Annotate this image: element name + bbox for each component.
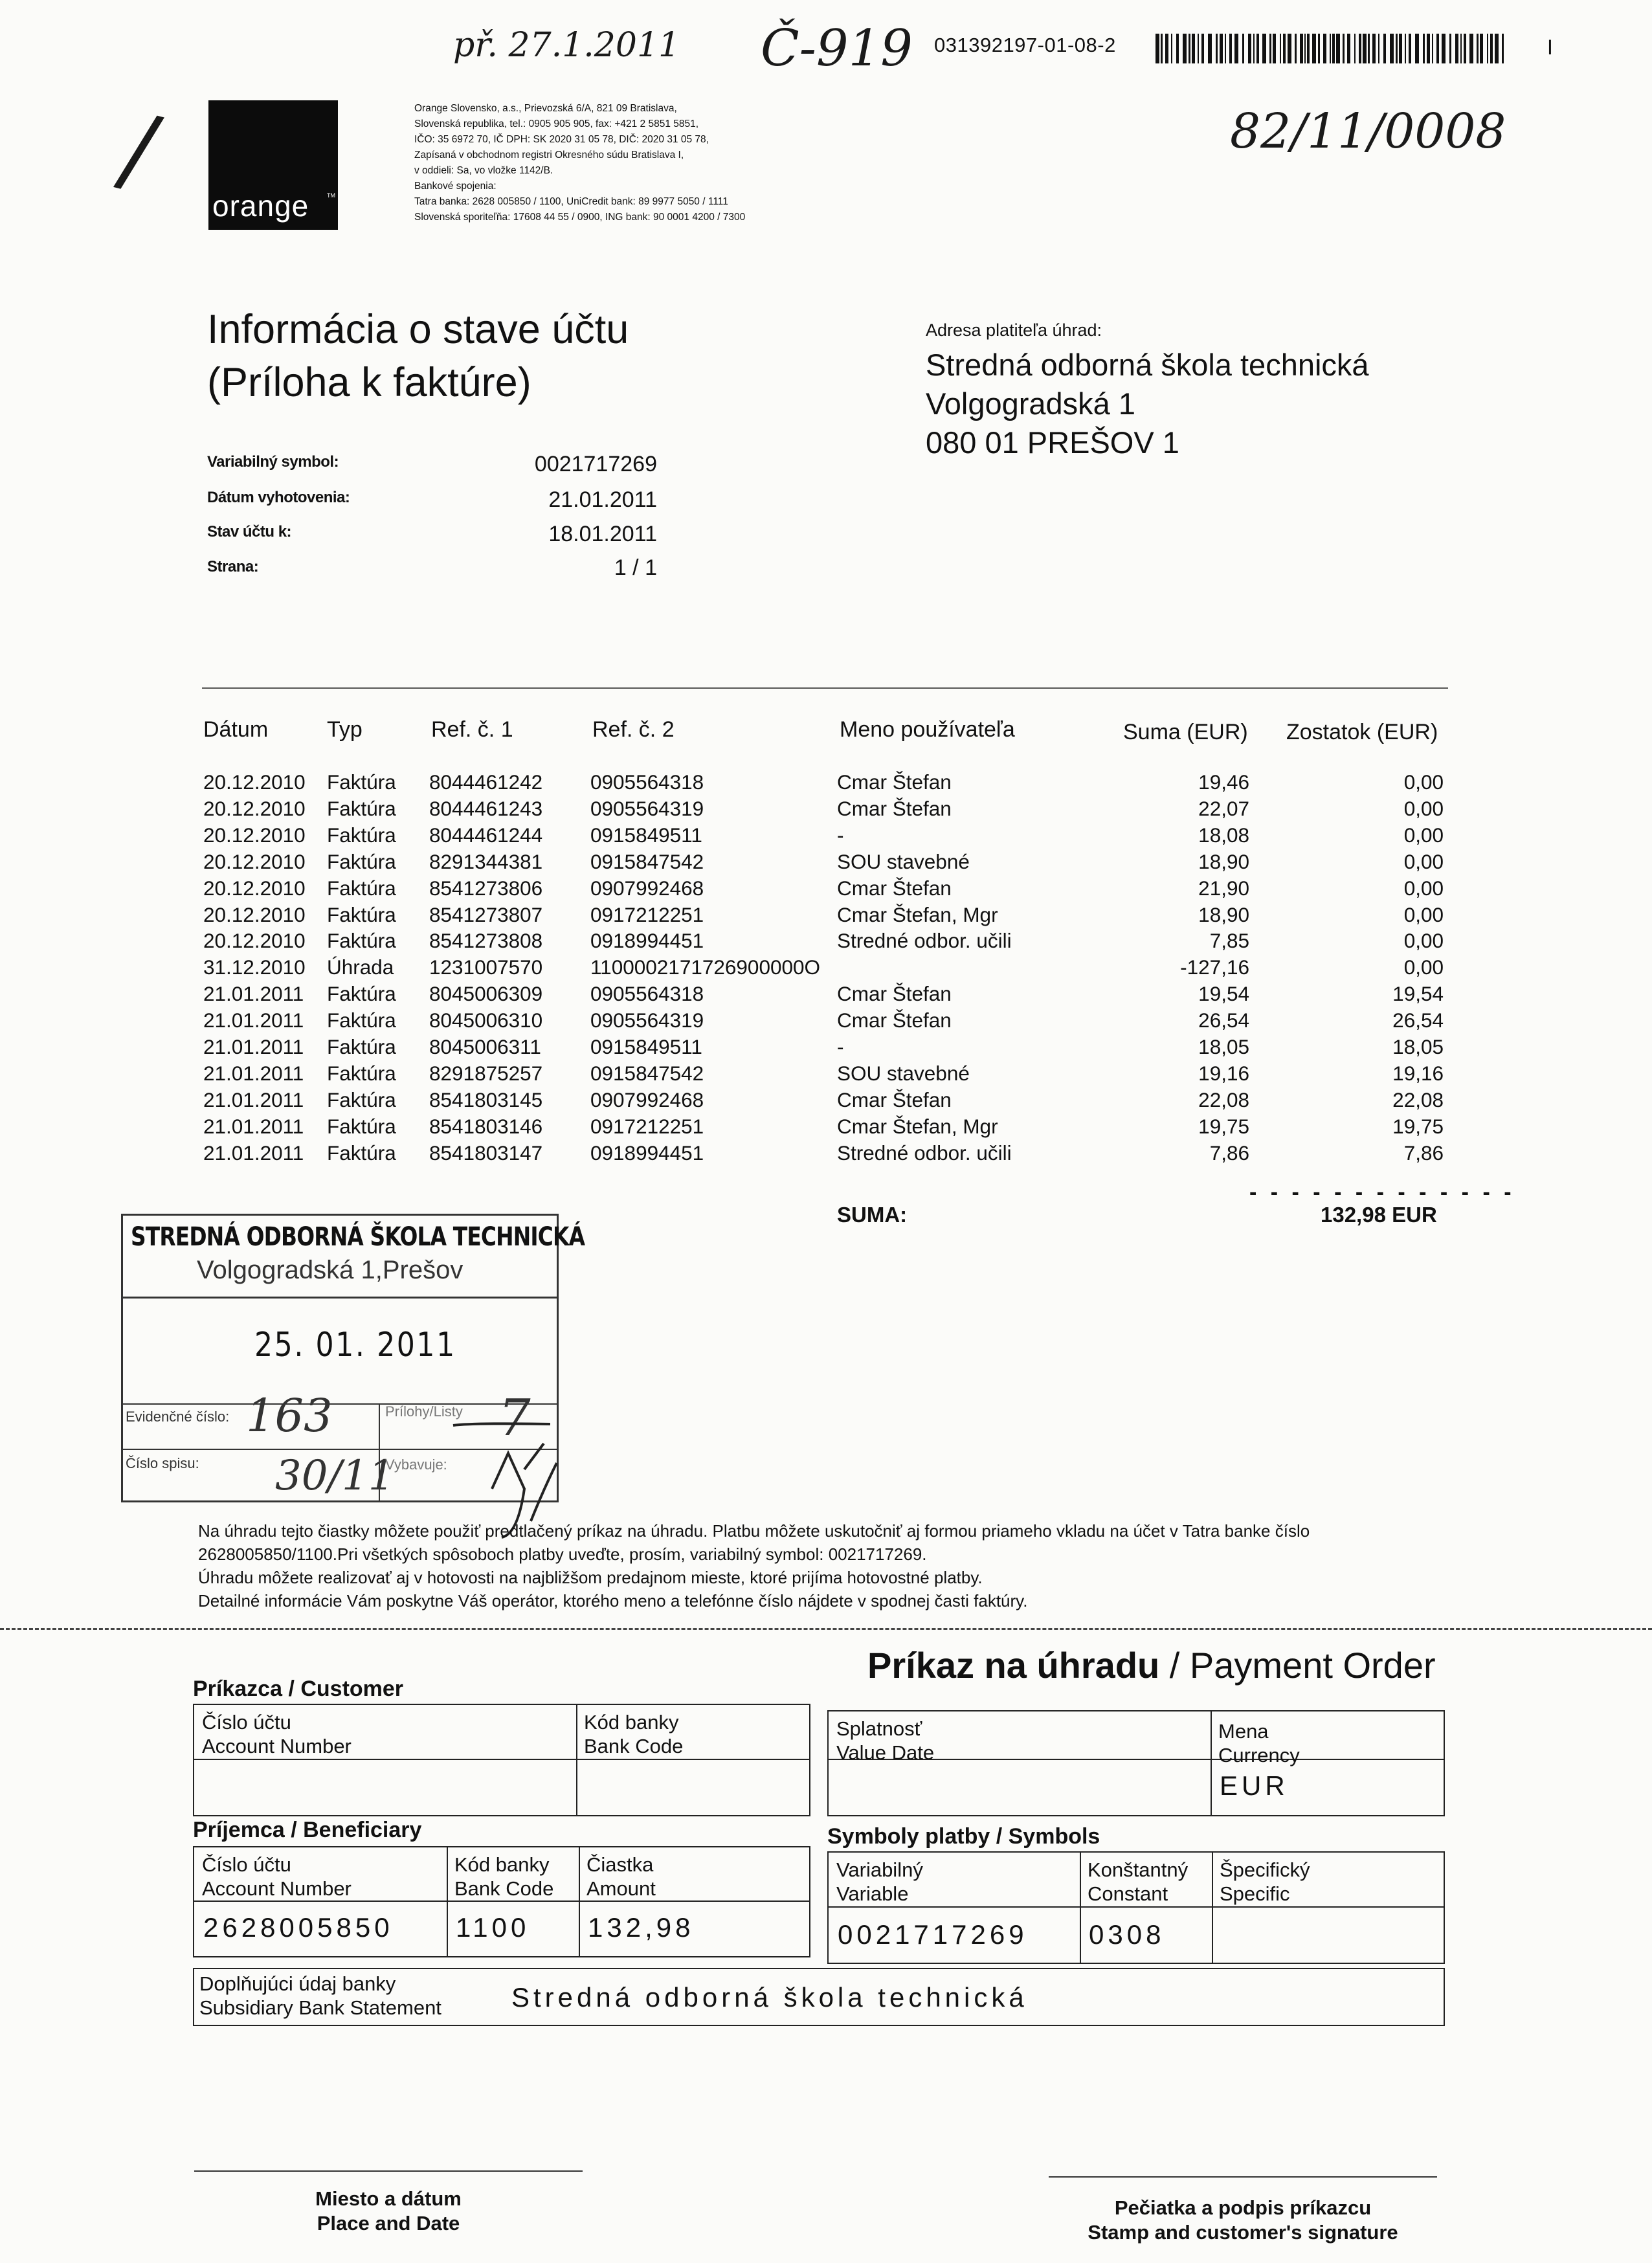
- cell-type: Faktúra: [327, 1087, 396, 1111]
- cell-user: -: [837, 823, 844, 847]
- total-value: 132,98 EUR: [1321, 1203, 1437, 1227]
- stamp-address: Volgogradská 1,Prešov: [197, 1256, 463, 1284]
- table-row: [0, 823, 1652, 850]
- cell-amount: 18,90: [1198, 849, 1249, 873]
- cell-user: SOU stavebné: [837, 849, 970, 873]
- cell-user: SOU stavebné: [837, 1061, 970, 1085]
- cell-ref1: 8045006310: [429, 1009, 543, 1032]
- customer-box: Číslo účtu Account Number Kód banky Bank Code: [193, 1704, 810, 1816]
- cell-type: Úhrada: [327, 955, 394, 979]
- cell-amount: 18,05: [1198, 1035, 1249, 1058]
- table-row: [0, 770, 1652, 797]
- cell-balance: 19,54: [1392, 982, 1444, 1006]
- cell-user: Cmar Štefan: [837, 982, 952, 1006]
- cell-ref1: 8291344381: [429, 849, 543, 873]
- cell-date: 20.12.2010: [203, 929, 306, 953]
- payment-amount: 132,98: [588, 1912, 695, 1943]
- table-row: [0, 876, 1652, 903]
- payment-order-title: Príkaz na úhradu / Payment Order: [867, 1645, 1436, 1686]
- cell-balance: 0,00: [1403, 876, 1444, 900]
- cell-date: 20.12.2010: [203, 796, 306, 820]
- divider: [202, 687, 1448, 689]
- stamp-evid-value: 163: [246, 1389, 333, 1442]
- cell-ref1: 8541803147: [429, 1141, 543, 1165]
- cell-amount: 7,86: [1209, 1141, 1249, 1165]
- company-line: IČO: 35 6972 70, IČ DPH: SK 2020 31 05 78, DIČ: 2020 31 05 78,: [414, 134, 709, 145]
- beneficiary-account: 2628005850: [203, 1912, 394, 1943]
- variable-symbol-value: 0021717269: [534, 452, 657, 476]
- col-header-date: Dátum: [203, 717, 269, 742]
- col-header-type: Typ: [327, 717, 363, 742]
- value-date-box: Splatnosť Value Date Mena Currency EUR: [827, 1710, 1445, 1816]
- cell-type: Faktúra: [327, 770, 396, 794]
- handwritten-note-top: př. 27.1.2011: [453, 26, 680, 65]
- col-header-ref2: Ref. č. 2: [592, 717, 675, 742]
- cell-type: Faktúra: [327, 876, 396, 900]
- stamp-prilohy-label: Prílohy/Listy: [385, 1403, 463, 1420]
- cell-type: Faktúra: [327, 849, 396, 873]
- cell-type: Faktúra: [327, 796, 396, 820]
- cell-ref2: 0905564319: [590, 1009, 704, 1032]
- table-row: [0, 903, 1652, 930]
- cell-ref2: 0905564319: [590, 796, 704, 820]
- place-date-line: [194, 2170, 583, 2172]
- cell-type: Faktúra: [327, 902, 396, 926]
- symbols-section-label: Symboly platby / Symbols: [827, 1824, 1100, 1849]
- issue-date-label: Dátum vyhotovenia:: [207, 489, 350, 506]
- cell-user: Cmar Štefan: [837, 796, 952, 820]
- cell-date: 20.12.2010: [203, 876, 306, 900]
- cell-balance: 22,08: [1392, 1087, 1444, 1111]
- cell-amount: 7,85: [1209, 929, 1249, 953]
- company-line: v oddieli: Sa, vo vložke 1142/B.: [414, 165, 553, 176]
- cell-type: Faktúra: [327, 1009, 396, 1032]
- cell-user: -: [837, 1035, 844, 1058]
- table-row: [0, 1009, 1652, 1035]
- cell-date: 21.01.2011: [203, 1035, 304, 1058]
- handwritten-ref: 82/11/0008: [1230, 104, 1506, 159]
- cell-type: Faktúra: [327, 1114, 396, 1138]
- cell-balance: 0,00: [1403, 929, 1444, 953]
- cell-ref2: 0905564318: [590, 770, 704, 794]
- cell-ref1: 8541803145: [429, 1087, 543, 1111]
- col-header-amount: Suma (EUR): [1123, 720, 1248, 744]
- page-mark: I: [1547, 36, 1553, 59]
- payer-address-label: Adresa platiteľa úhrad:: [926, 320, 1102, 340]
- cell-date: 20.12.2010: [203, 770, 306, 794]
- total-separator: - - - - - - - - - - - - -: [1249, 1180, 1515, 1205]
- total-label: SUMA:: [837, 1203, 908, 1227]
- cell-ref1: 8045006311: [429, 1035, 541, 1058]
- cell-balance: 7,86: [1403, 1141, 1444, 1165]
- cell-date: 31.12.2010: [203, 955, 306, 979]
- company-line: Zapísaná v obchodnom registri Okresného súdu Bratislava I,: [414, 150, 684, 161]
- table-row: [0, 1141, 1652, 1168]
- signature-line: [1049, 2176, 1437, 2178]
- note-line-3: Úhradu môžete realizovať aj v hotovosti na najbližšom predajnom mieste, ktoré prijíma hotovostné platby.: [198, 1568, 983, 1587]
- cell-ref1: 8541273808: [429, 929, 543, 953]
- cell-ref2: 0905564318: [590, 982, 704, 1006]
- table-row: [0, 1035, 1652, 1062]
- balance-date-label: Stav účtu k:: [207, 523, 292, 541]
- cell-amount: 19,46: [1198, 770, 1249, 794]
- document-number: 031392197-01-08-2: [934, 34, 1116, 56]
- note-line-4: Detailné informácie Vám poskytne Váš operátor, ktorého meno a telefónne číslo nájdete v spodnej časti faktúry.: [198, 1591, 1028, 1611]
- note-line-1: Na úhradu tejto čiastky môžete použiť predtlačený príkaz na úhradu. Platbu môžete uskutočniť aj formou priameho vkladu na účet v Tatra banke číslo: [198, 1521, 1310, 1541]
- cell-user: Stredné odbor. učili: [837, 1141, 1012, 1165]
- company-line: Bankové spojenia:: [414, 181, 497, 192]
- cell-balance: 19,75: [1392, 1114, 1444, 1138]
- col-header-user: Meno používateľa: [840, 717, 1015, 742]
- cell-date: 21.01.2011: [203, 982, 304, 1006]
- cell-ref1: 8044461244: [429, 823, 543, 847]
- specific-symbol-field[interactable]: [1212, 1906, 1444, 1963]
- payer-name: Stredná odborná škola technická: [926, 348, 1369, 382]
- cell-ref2: 0918994451: [590, 1141, 704, 1165]
- table-row: [0, 1088, 1652, 1115]
- cell-amount: 22,08: [1198, 1087, 1249, 1111]
- cell-ref1: 8044461242: [429, 770, 543, 794]
- beneficiary-section-label: Príjemca / Beneficiary: [193, 1818, 422, 1842]
- handwritten-signature: [447, 1392, 602, 1541]
- company-line: Orange Slovensko, a.s., Prievozská 6/A, 821 09 Bratislava,: [414, 103, 677, 114]
- cell-balance: 0,00: [1403, 796, 1444, 820]
- cell-ref1: 1231007570: [429, 955, 543, 979]
- beneficiary-box: Číslo účtu Account Number Kód banky Bank Code Čiastka Amount 2628005850 1100 132,98: [193, 1846, 810, 1957]
- table-row: [0, 929, 1652, 955]
- cell-user: Cmar Štefan, Mgr: [837, 902, 998, 926]
- stamp-prilohy-value: 7: [498, 1389, 531, 1447]
- symbols-box: Variabilný Variable Konštantný Constant Špecifický Specific 0021717269 0308: [827, 1851, 1445, 1964]
- place-date-label: Miesto a dátum Place and Date: [315, 2187, 462, 2235]
- cell-amount: 18,08: [1198, 823, 1249, 847]
- cell-ref1: 8541273807: [429, 902, 543, 926]
- cell-ref2: 0917212251: [590, 902, 704, 926]
- cell-user: Cmar Štefan, Mgr: [837, 1114, 998, 1138]
- page-value: 1 / 1: [614, 555, 657, 580]
- handwritten-slash: /: [109, 91, 169, 209]
- cell-amount: 19,16: [1198, 1061, 1249, 1085]
- cell-user: Stredné odbor. učili: [837, 929, 1012, 953]
- company-line: Tatra banka: 2628 005850 / 1100, UniCredit bank: 89 9977 5050 / 1111: [414, 196, 728, 207]
- page-label: Strana:: [207, 558, 259, 575]
- cell-ref2: 0907992468: [590, 876, 704, 900]
- col-header-balance: Zostatok (EUR): [1286, 720, 1438, 744]
- cell-type: Faktúra: [327, 1061, 396, 1085]
- cell-user: Cmar Štefan: [837, 876, 952, 900]
- customer-account-field[interactable]: [194, 1759, 577, 1815]
- cell-date: 20.12.2010: [203, 902, 306, 926]
- payer-city: 080 01 PREŠOV 1: [926, 425, 1179, 460]
- cell-ref1: 8541803146: [429, 1114, 543, 1138]
- cell-amount: 19,54: [1198, 982, 1249, 1006]
- stamp-school-name: STREDNÁ ODBORNÁ ŠKOLA TECHNICKÁ: [131, 1222, 585, 1252]
- payer-street: Volgogradská 1: [926, 386, 1136, 421]
- subsidiary-box: Doplňujúci údaj banky Subsidiary Bank Statement Stredná odborná škola technická: [193, 1968, 1445, 2026]
- cell-ref1: 8044461243: [429, 796, 543, 820]
- cell-date: 20.12.2010: [203, 849, 306, 873]
- variable-symbol-field: 0021717269: [838, 1919, 1028, 1950]
- stamp-date: 25. 01. 2011: [254, 1326, 456, 1365]
- cell-ref2: 0917212251: [590, 1114, 704, 1138]
- cell-type: Faktúra: [327, 982, 396, 1006]
- cell-date: 21.01.2011: [203, 1141, 304, 1165]
- cell-ref2: 0907992468: [590, 1087, 704, 1111]
- cell-amount: -127,16: [1180, 955, 1249, 979]
- cell-ref2: 0918994451: [590, 929, 704, 953]
- cell-balance: 0,00: [1403, 770, 1444, 794]
- cut-line: [0, 1628, 1652, 1630]
- cell-user: Cmar Štefan: [837, 1087, 952, 1111]
- cell-ref1: 8045006309: [429, 982, 543, 1006]
- cell-ref1: 8541273806: [429, 876, 543, 900]
- subsidiary-text: Stredná odborná škola technická: [511, 1982, 1028, 2012]
- variable-symbol-label: Variabilný symbol:: [207, 453, 339, 471]
- value-date-field[interactable]: [829, 1759, 1212, 1815]
- cell-amount: 22,07: [1198, 796, 1249, 820]
- table-row: [0, 850, 1652, 876]
- cell-date: 21.01.2011: [203, 1087, 304, 1111]
- signature-label: Pečiatka a podpis príkazcu Stamp and customer's signature: [1088, 2196, 1398, 2244]
- company-line: Slovenská republika, tel.: 0905 905 905, fax: +421 2 5851 5851,: [414, 118, 699, 129]
- cell-date: 21.01.2011: [203, 1114, 304, 1138]
- stamp-evid-label: Evidenčné číslo:: [126, 1409, 230, 1425]
- beneficiary-bank-code: 1100: [456, 1912, 530, 1943]
- cell-type: Faktúra: [327, 929, 396, 953]
- orange-logo: orange TM: [208, 100, 338, 230]
- cell-balance: 0,00: [1403, 902, 1444, 926]
- cell-date: 21.01.2011: [203, 1009, 304, 1032]
- cell-amount: 19,75: [1198, 1114, 1249, 1138]
- cell-balance: 19,16: [1392, 1061, 1444, 1085]
- col-header-ref1: Ref. č. 1: [431, 717, 513, 742]
- note-line-2: 2628005850/1100.Pri všetkých spôsoboch platby uveďte, prosím, variabilný symbol: 0021717269.: [198, 1544, 927, 1564]
- company-line: Slovenská sporiteľňa: 17608 44 55 / 0900, ING bank: 90 0001 4200 / 7300: [414, 212, 746, 223]
- company-info: [414, 101, 842, 225]
- page-title: Informácia o stave účtu (Príloha k faktúre): [207, 307, 629, 405]
- cell-ref1: 8291875257: [429, 1061, 543, 1085]
- table-row: [0, 982, 1652, 1009]
- table-row: [0, 797, 1652, 823]
- cell-amount: 21,90: [1198, 876, 1249, 900]
- table-row: [0, 955, 1652, 982]
- cell-ref2: 0915847542: [590, 849, 704, 873]
- cell-date: 21.01.2011: [203, 1061, 304, 1085]
- issue-date-value: 21.01.2011: [548, 487, 657, 512]
- cell-balance: 0,00: [1403, 849, 1444, 873]
- stamp-spis-label: Číslo spisu:: [126, 1455, 199, 1471]
- table-row: [0, 1115, 1652, 1141]
- cell-balance: 0,00: [1403, 823, 1444, 847]
- cell-ref2: 1100002171726900000O: [590, 955, 821, 979]
- cell-type: Faktúra: [327, 1035, 396, 1058]
- customer-section-label: Príkazca / Customer: [193, 1677, 404, 1701]
- cell-balance: 0,00: [1403, 955, 1444, 979]
- cell-ref2: 0915847542: [590, 1061, 704, 1085]
- cell-type: Faktúra: [327, 823, 396, 847]
- stamp-vybavuje-label: Vybavuje:: [385, 1456, 447, 1473]
- cell-user: Cmar Štefan: [837, 770, 952, 794]
- cell-user: Cmar Štefan: [837, 1009, 952, 1032]
- handwritten-code: Č-919: [761, 19, 913, 78]
- cell-ref2: 0915849511: [590, 823, 702, 847]
- balance-date-value: 18.01.2011: [548, 522, 657, 546]
- cell-date: 20.12.2010: [203, 823, 306, 847]
- currency-value: EUR: [1220, 1770, 1289, 1801]
- customer-bank-code-field[interactable]: [576, 1759, 809, 1815]
- table-row: [0, 1062, 1652, 1088]
- barcode: [1155, 34, 1505, 63]
- cell-type: Faktúra: [327, 1141, 396, 1165]
- cell-amount: 26,54: [1198, 1009, 1249, 1032]
- constant-symbol-field: 0308: [1089, 1919, 1165, 1950]
- cell-amount: 18,90: [1198, 902, 1249, 926]
- cell-ref2: 0915849511: [590, 1035, 702, 1058]
- stamp-spis-value: 30/11: [275, 1452, 395, 1500]
- cell-balance: 26,54: [1392, 1009, 1444, 1032]
- cell-balance: 18,05: [1392, 1035, 1444, 1058]
